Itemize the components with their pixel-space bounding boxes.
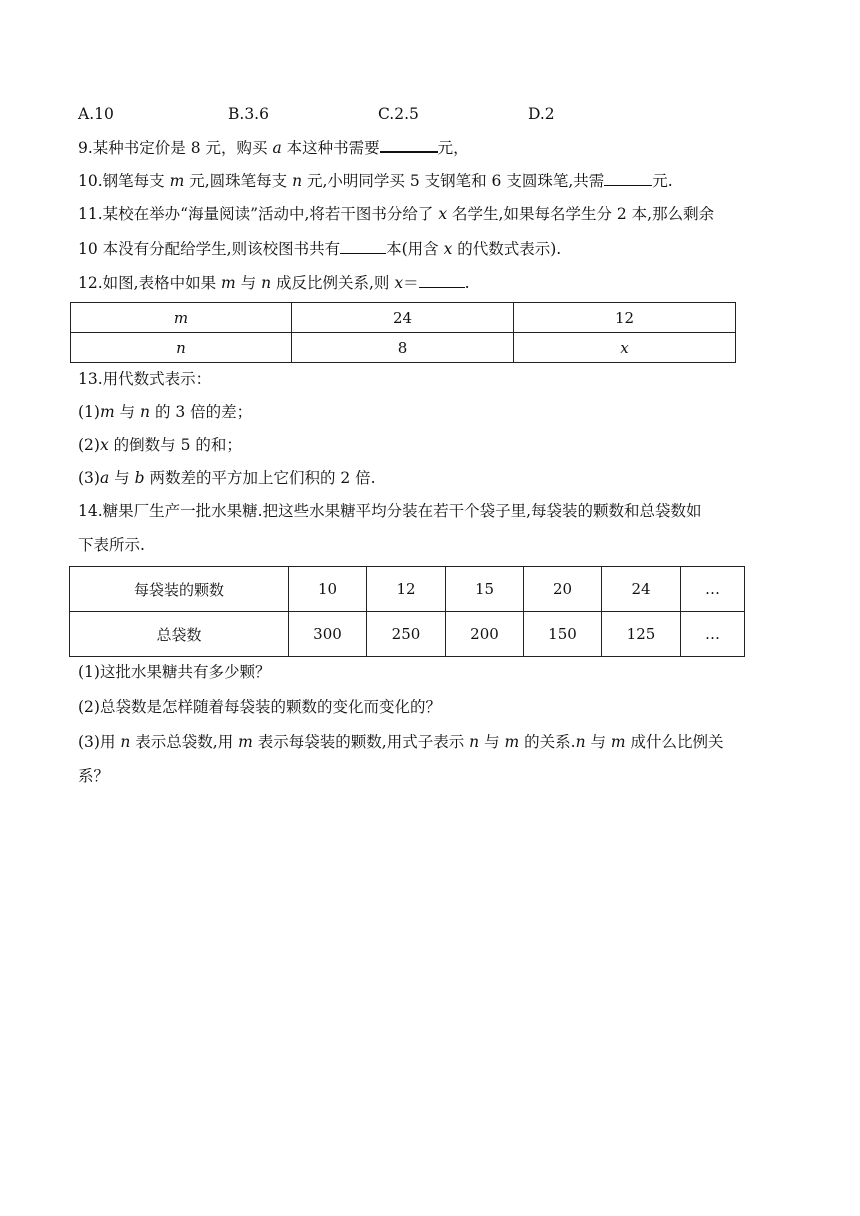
text-segment: 与 xyxy=(114,403,141,421)
part-number: (1) xyxy=(78,403,100,421)
q12-var-m: m xyxy=(221,274,236,292)
text-segment: 成什么比例关 xyxy=(625,733,724,751)
question-11-line-2 xyxy=(78,238,561,259)
q11-text-4: 本(用含 xyxy=(386,240,444,258)
text-segment: 的倒数与 5 的和； xyxy=(108,436,242,454)
q10-answer-blank[interactable] xyxy=(604,170,652,186)
text-segment: 与 xyxy=(479,733,505,751)
option-b: B.3.6 xyxy=(228,105,269,123)
table-row xyxy=(70,612,745,657)
text-segment: (3)用 xyxy=(78,733,121,751)
table-cell: 每袋装的颗数 xyxy=(70,567,289,612)
q12-text-1: 12.如图,表格中如果 xyxy=(78,274,222,292)
var-m: m xyxy=(504,733,520,751)
q12-equals: ＝ xyxy=(403,274,419,292)
q9-text-3: 元， xyxy=(437,139,469,157)
option-a: A.10 xyxy=(78,105,114,123)
q11-text-3: 10 本没有分配给学生,则该校图书共有 xyxy=(78,240,341,258)
table-row xyxy=(71,303,736,333)
var-n: n xyxy=(575,733,586,751)
table-cell: … xyxy=(681,612,745,657)
table-cell xyxy=(71,333,292,363)
table-cell: 10 xyxy=(289,567,367,612)
question-14-part-3-line-2: 系？ xyxy=(78,767,110,785)
table-cell: 300 xyxy=(289,612,367,657)
q11-text-2: 名学生,如果每名学生分 2 本,那么剩余 xyxy=(447,205,715,223)
question-13-part-3 xyxy=(78,468,376,488)
question-14-part-2: (2)总袋数是怎样随着每袋装的颗数的变化而变化的？ xyxy=(78,698,441,716)
q12-period: . xyxy=(464,274,470,292)
question-13-part-1 xyxy=(78,402,252,422)
table-cell: 15 xyxy=(446,567,524,612)
q10-text-4: 元. xyxy=(652,172,673,190)
cell-var-n: n xyxy=(176,338,186,357)
question-9 xyxy=(78,136,469,158)
q10-text-1: 10.钢笔每支 xyxy=(78,172,170,190)
q10-var-n: n xyxy=(292,172,303,190)
q11-text-1: 11.某校在举办“海量阅读”活动中,将若干图书分给了 xyxy=(78,205,439,223)
table-cell: 8 xyxy=(292,333,514,363)
q10-var-m: m xyxy=(169,172,185,190)
table-cell: 总袋数 xyxy=(70,612,289,657)
question-13-part-2 xyxy=(78,435,242,455)
text-segment: 两数差的平方加上它们积的 2 倍. xyxy=(144,469,376,487)
cell-var-x: x xyxy=(620,338,629,357)
q11-answer-blank[interactable] xyxy=(340,238,386,254)
q11-var-x-2: x xyxy=(443,240,453,258)
text-segment: 的 3 倍的差； xyxy=(150,403,253,421)
var-n: n xyxy=(120,733,131,751)
table-cell: 20 xyxy=(524,567,602,612)
table-cell xyxy=(71,303,292,333)
cell-var-m: m xyxy=(173,308,189,327)
table-row xyxy=(70,567,745,612)
table-row xyxy=(71,333,736,363)
table-cell xyxy=(514,333,736,363)
table-cell: 200 xyxy=(446,612,524,657)
q9-answer-blank[interactable] xyxy=(380,136,438,153)
part-number: (3) xyxy=(78,469,100,487)
var-m: m xyxy=(238,733,253,751)
var-m: m xyxy=(99,403,115,421)
question-14-part-1: (1)这批水果糖共有多少颗？ xyxy=(78,663,271,681)
q11-var-x: x xyxy=(438,205,448,223)
var-x: x xyxy=(99,436,109,454)
q9-text-1: 9.某种书定价是 8 元，购买 xyxy=(78,139,273,157)
q9-var-a: a xyxy=(272,139,282,157)
var-n: n xyxy=(469,733,480,751)
q12-table xyxy=(70,302,736,363)
table-cell: 150 xyxy=(524,612,602,657)
var-n: n xyxy=(140,403,151,421)
question-13-title: 13.用代数式表示： xyxy=(78,370,212,388)
text-segment: 表示总袋数,用 xyxy=(130,733,239,751)
question-14-line-2: 下表所示. xyxy=(78,536,145,554)
q12-answer-blank[interactable] xyxy=(419,272,465,288)
q10-text-2: 元,圆珠笔每支 xyxy=(184,172,293,190)
table-cell: … xyxy=(681,567,745,612)
table-cell: 24 xyxy=(292,303,514,333)
table-cell: 24 xyxy=(602,567,681,612)
table-cell: 125 xyxy=(602,612,681,657)
var-m: m xyxy=(610,733,626,751)
q12-text-3: 成反比例关系,则 xyxy=(271,274,395,292)
text-segment: 与 xyxy=(109,469,135,487)
part-number: (2) xyxy=(78,436,100,454)
var-b: b xyxy=(134,469,145,487)
question-14-line-1: 14.糖果厂生产一批水果糖.把这些水果糖平均分装在若干个袋子里,每袋装的颗数和总袋数如 xyxy=(78,502,702,520)
q12-var-x: x xyxy=(394,274,404,292)
option-c: C.2.5 xyxy=(378,105,419,123)
table-cell: 250 xyxy=(367,612,446,657)
q14-table xyxy=(69,566,745,657)
q10-text-3: 元,小明同学买 5 支钢笔和 6 支圆珠笔,共需 xyxy=(302,172,605,190)
table-cell: 12 xyxy=(367,567,446,612)
var-a: a xyxy=(99,469,110,487)
table-cell: 12 xyxy=(514,303,736,333)
text-segment: 表示每袋装的颗数,用式子表示 xyxy=(252,733,470,751)
q12-var-n: n xyxy=(261,274,272,292)
question-10 xyxy=(78,170,673,191)
q9-text-2: 本这种书需要 xyxy=(281,139,380,157)
text-segment: 的关系. xyxy=(519,733,576,751)
text-segment: 与 xyxy=(585,733,611,751)
option-d: D.2 xyxy=(528,105,555,123)
question-14-part-3 xyxy=(78,732,724,752)
q11-text-5: 的代数式表示). xyxy=(452,240,562,258)
q12-text-2: 与 xyxy=(235,274,262,292)
question-12 xyxy=(78,272,470,293)
question-11-line-1 xyxy=(78,204,714,224)
